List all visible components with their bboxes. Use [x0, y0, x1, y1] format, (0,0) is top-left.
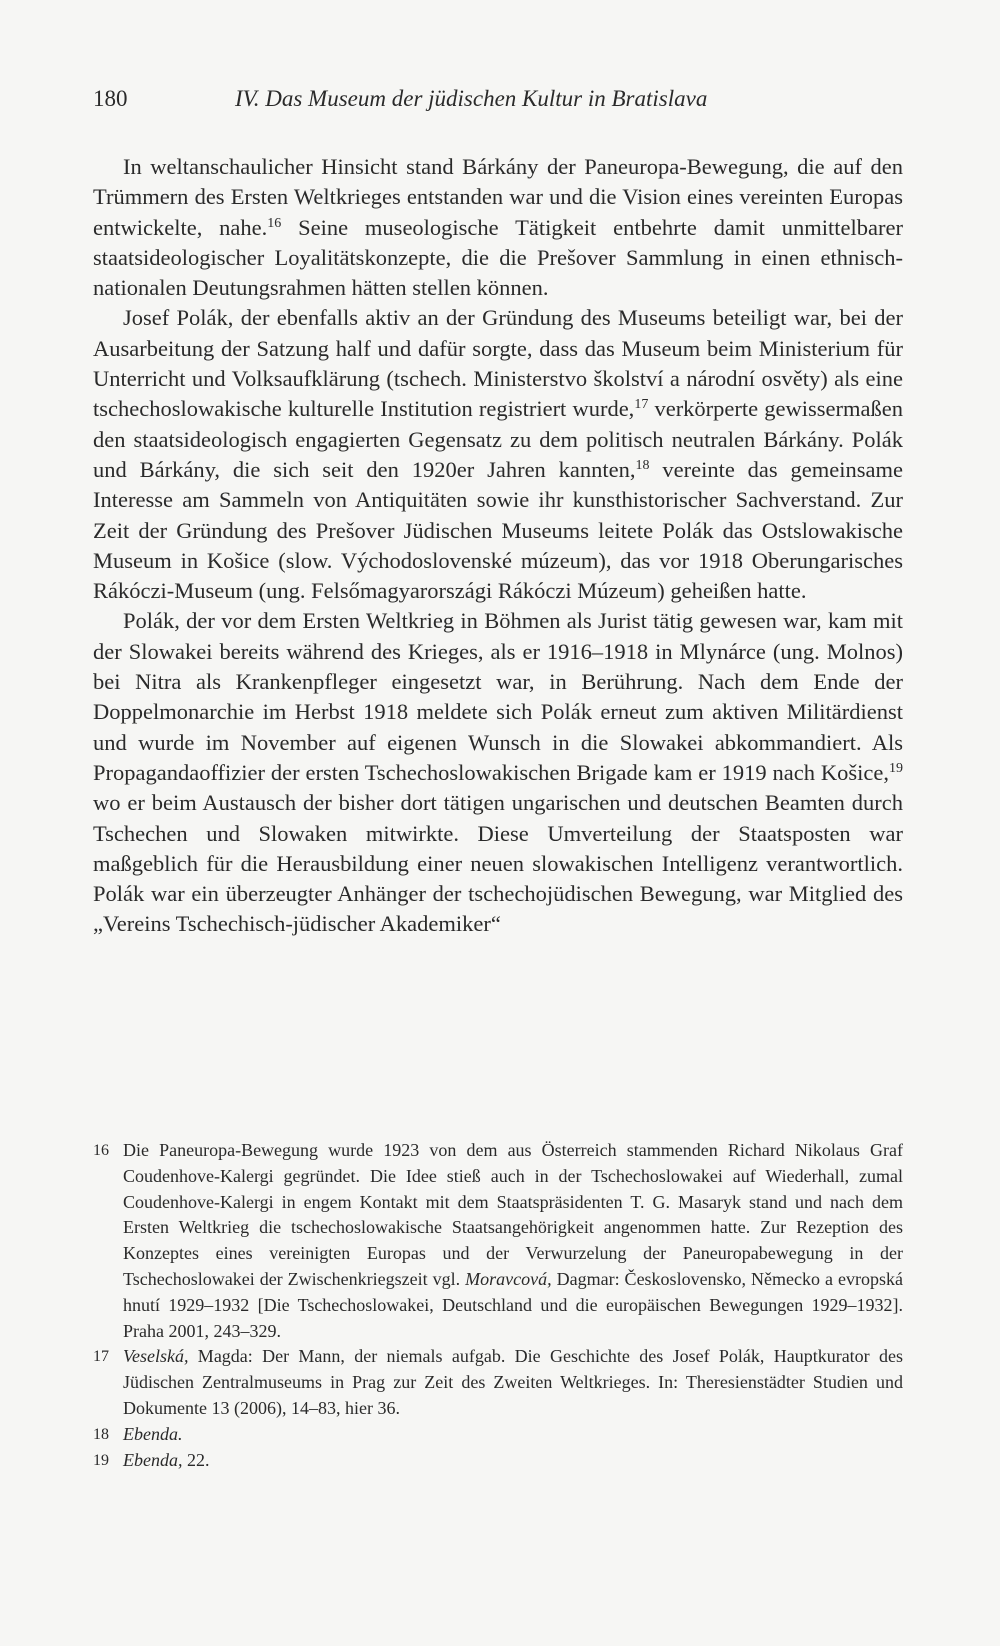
running-header: [93, 84, 903, 114]
text-run: vereinte das gemeinsame Interesse am Sammeln von Antiquitäten sowie ihr kunsthistorischer Sachverstand. Zur Zeit der Gründung des Prešover Jüdischen Museums leitete Polák das Ostslowakische Museum in Košice (slow. Východoslovenské múzeum), das vor 1918 Oberungarisches Rákóczi-Museum (ung. Felsőmagyarországi Rákóczi Múzeum) geheißen hatte.: [93, 456, 903, 604]
paragraph-1: [93, 152, 903, 303]
paragraph-2: [93, 303, 903, 606]
footnote-text: Magda: Der Mann, der niemals aufgab. Die Geschichte des Josef Polák, Hauptkurator des Jüdischen Zentralmuseums in Prag zur Zeit des Zweiten Weltkrieges. In: Theresienstädter Studien und Dokumente 13 (2006), 14–83, hier 36.: [123, 1346, 903, 1418]
footnote-number: 18: [93, 1425, 109, 1443]
footnote-ref-17[interactable]: 17: [634, 397, 649, 413]
paragraph-3: [93, 606, 903, 939]
footnote-17: [93, 1344, 903, 1421]
footnote-number: 16: [93, 1142, 109, 1159]
footnote-18: [93, 1422, 903, 1448]
main-text: [93, 152, 903, 940]
footnote-text: 22.: [182, 1449, 210, 1470]
footnotes: [93, 1138, 903, 1473]
footnote-16: [93, 1138, 903, 1344]
footnote-author: Ebenda,: [123, 1449, 183, 1470]
footnote-19: [93, 1448, 903, 1474]
text-run: wo er beim Austausch der bisher dort tätigen ungarischen und deutschen Beamten durch Tschechen und Slowaken mitwirkte. Diese Umverteilung der Staatsposten war maßgeblich für die Herausbildung einer neuen slowakischen Intelligenz verantwortlich. Polák war ein überzeugter Anhänger der tschechojüdischen Bewegung, war Mitglied des „Vereins Tschechisch-jüdischer Akademiker“: [93, 790, 903, 937]
footnote-ref-19[interactable]: 19: [889, 760, 903, 776]
page-number: 180: [93, 86, 128, 111]
footnote-text: Die Paneuropa-Bewegung wurde 1923 von dem aus Österreich stammenden Richard Nikolaus Graf Coudenhove-Kalergi gegründet. Die Idee stieß auch in der Tschechoslowakei auf Wiederhall, zumal Coudenhove-Kalergi in engem Kontakt mit dem Staatspräsidenten T. G. Masaryk stand und nach dem Ersten Weltkrieg die tschechoslowakische Staatsangehörigkeit angenommen hatte. Zur Rezeption des Konzeptes eines vereinigten Europas und der Verwurzelung der Paneuropabewegung in der Tschechoslowakei der Zwischenkriegszeit vgl.: [123, 1140, 903, 1289]
footnote-number: 19: [93, 1451, 109, 1469]
footnote-ref-18[interactable]: 18: [635, 457, 650, 473]
footnote-number: 17: [93, 1348, 109, 1366]
text-run: Josef Polák, der ebenfalls aktiv an der Gründung des Museums beteiligt war, bei der Ausarbeitung der Satzung half und dafür sorgte, dass das Museum beim Ministerium für Unterricht und Volksaufklärung (tschech. Ministerstvo školství a národní osvěty) als eine tschechoslowakische kulturelle Institution registriert wurde,: [93, 305, 903, 422]
footnote-author: Veselská,: [123, 1346, 189, 1367]
footnote-author: Ebenda.: [123, 1423, 183, 1444]
footnote-text: Dagmar: Československo, Německo a evropská hnutí 1929–1932 [Die Tschechoslowakei, Deutschland und die europäischen Bewegungen 1929–1932]. Praha 2001, 243–329.: [123, 1268, 903, 1341]
text-run: In weltanschaulicher Hinsicht stand Bárkány der Paneuropa-Bewegung, die auf den Trümmern des Ersten Weltkrieges entstanden war und die Vision eines vereinten Europas entwickelte, nahe.: [93, 154, 903, 240]
text-run: verkörperte gewissermaßen den staatsideologisch engagierten Gegensatz zu dem politisch neutralen Bárkány. Polák und Bárkány, die sich seit den 1920er Jahren kannten,: [93, 396, 903, 482]
text-run: Polák, der vor dem Ersten Weltkrieg in Böhmen als Jurist tätig gewesen war, kam mit der Slowakei bereits während des Krieges, als er 1916–1918 in Mlynárce (ung. Molnos) bei Nitra als Krankenpfleger eingesetzt war, in Berührung. Nach dem Ende der Doppelmonarchie im Herbst 1918 meldete sich Polák erneut zum aktiven Militärdienst und wurde im November auf eigenen Wunsch in die Slowakei abkommandiert. Als Propagandaoffizier der ersten Tschechoslowakischen Brigade kam er 1919 nach Košice,: [93, 608, 903, 785]
footnote-ref-16[interactable]: 16: [267, 215, 282, 231]
running-title: IV. Das Museum der jüdischen Kultur in Bratislava: [235, 86, 708, 111]
footnote-author: Moravcová,: [465, 1268, 552, 1289]
text-run: Seine museologische Tätigkeit entbehrte damit unmittelbarer staatsideologischer Loyalitätskonzepte, die die Prešover Sammlung in einen ethnisch-nationalen Deutungsrahmen hätten stellen können.: [93, 214, 903, 301]
